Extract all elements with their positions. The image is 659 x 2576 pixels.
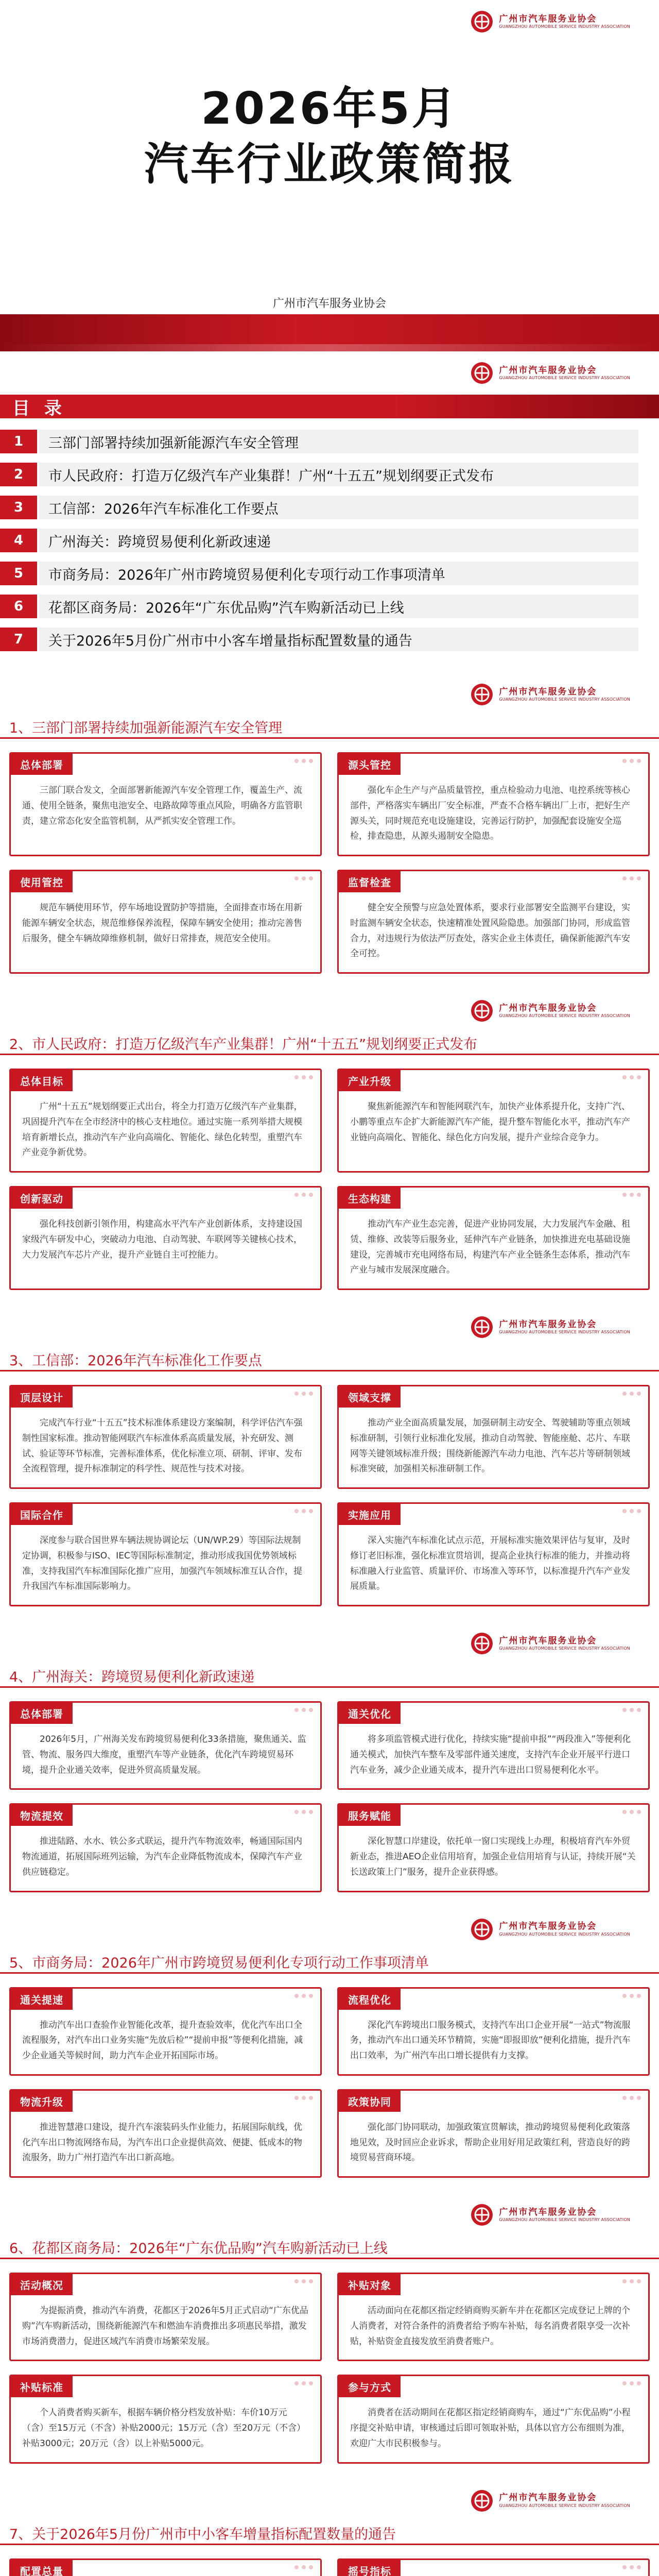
card-body: 将多项监管模式进行优化，持续实施“提前申报”“两段准入”等便利化通关模式，加快汽车整车及零部件通关速度，支持汽车企业开展平行进口汽车业务，减少企业通关成本，提升汽车进出口贸易便利化水平。 <box>350 1734 631 1775</box>
card-tag: 配置总量 <box>11 2560 73 2576</box>
card-body: 深化智慧口岸建设，依托单一窗口实现线上办理，积极培育汽车外贸新业态，推进AEO企业信用培育，加强企业信用培育与认证，持续开展“关长送政策上门”服务，提升企业获得感。 <box>350 1836 636 1877</box>
card-tag: 补贴标准 <box>11 2376 73 2397</box>
card-body: 深化汽车跨境出口服务模式，支持汽车出口企业开展“一站式”物流服务，推动汽车出口通关环节精简，实施“即报即放”便利化措施，提升汽车出口效率，为广州汽车出口增长提供有力支撑。 <box>350 2020 631 2061</box>
card-tag: 使用管控 <box>11 871 73 892</box>
brand-name-en: GUANGZHOU AUTOMOBILE SERVICE INDUSTRY ASSOCIATION <box>499 1330 630 1335</box>
card-dots-decoration <box>622 1392 641 1396</box>
toc-item-label: 广州海关：跨境贸易便利化新政速递 <box>37 529 638 552</box>
card-dots-decoration <box>622 1509 641 1513</box>
card-dots-decoration <box>294 2279 313 2283</box>
section-title: 5、市商务局：2026年广州市跨境贸易便利化专项行动工作事项清单 <box>0 1951 659 1974</box>
card-tag: 创新驱动 <box>11 1188 73 1209</box>
policy-card <box>9 1385 322 1489</box>
card-dots-decoration <box>622 1075 641 1079</box>
policy-card <box>9 1803 322 1892</box>
card-body: 强化车企生产与产品质量管控，重点检验动力电池、电控系统等核心部件，严格落实车辆出厂安全标准，严查不合格车辆出厂上市，把好生产源头关，同时规范充电设施建设，完善运行防护，加强配套设施安全巡检，排查隐患，从源头遏制安全隐患。 <box>350 785 630 842</box>
section-card-grid <box>0 2259 659 2479</box>
brand-logo <box>470 2489 630 2513</box>
toc-item[interactable] <box>0 496 638 519</box>
card-dots-decoration <box>294 759 313 763</box>
card-tag: 摇号指标 <box>339 2560 401 2576</box>
toc-item-label: 关于2026年5月份广州市中小客车增量指标配置数量的通告 <box>37 628 638 651</box>
card-dots-decoration <box>294 2096 313 2100</box>
policy-card <box>9 1186 322 1290</box>
card-body: 2026年5月，广州海关发布跨境贸易便利化33条措施，聚焦通关、监管、物流、服务四大维度，重塑汽车等产业链条，优化汽车跨境贸易环境，提升企业通关效率，促进外贸高质量发展。 <box>22 1734 306 1775</box>
section-title: 4、广州海关：跨境贸易便利化新政速递 <box>0 1665 659 1688</box>
section-card-grid <box>0 1974 659 2194</box>
brand-name-cn: 广州市汽车服务业协会 <box>499 365 597 376</box>
card-body: 深度参与联合国世界车辆法规协调论坛（UN/WP.29）等国际法规制定协调，积极参与ISO、IEC等国际标准制定，推动形成我国优势领域标准，支持我国汽车标准国际化推广应用，加强汽车领域标准互认合作，提升我国汽车标准国际影响力。 <box>22 1535 302 1592</box>
policy-card <box>337 1069 650 1173</box>
card-dots-decoration <box>622 2096 641 2100</box>
card-dots-decoration <box>622 2565 641 2569</box>
brand-logo <box>470 1918 630 1941</box>
brand-name-en: GUANGZHOU AUTOMOBILE SERVICE INDUSTRY ASSOCIATION <box>499 1013 630 1019</box>
section-card-grid <box>0 2545 659 2576</box>
card-tag: 生态构建 <box>339 1188 401 1209</box>
card-tag: 活动概况 <box>11 2274 73 2295</box>
card-tag: 国际合作 <box>11 1504 73 1525</box>
policy-card <box>9 1987 322 2076</box>
toc-logo-row <box>0 351 659 395</box>
card-body: 健全安全预警与应急处置体系，要求行业部署安全监测平台建设，实时监测车辆安全状态，快速精准处置风险隐患。加强部门协同，形成监管合力，对违规行为依法严厉查处，落实企业主体责任，确保新能源汽车安全可控。 <box>350 903 630 959</box>
toc-item-number: 3 <box>0 496 37 519</box>
policy-card <box>9 2273 322 2361</box>
toc-item-label: 工信部：2026年汽车标准化工作要点 <box>37 496 638 519</box>
cover-title-line1: 2026年5月 <box>201 83 458 134</box>
card-body: 个人消费者购买新车，根据车辆价格分档发放补贴：车价10万元（含）至15万元（不含）补贴2000元；15万元（含）至20万元（不含）补贴3000元；20万元（含）以上补贴5000元。 <box>22 2408 306 2449</box>
card-body: 强化部门协同联动，加强政策宣贯解读，推动跨境贸易便利化政策落地见效，及时回应企业诉求，帮助企业用好用足政策红利，营造良好的跨境贸易营商环境。 <box>350 2122 630 2163</box>
section-card-grid <box>0 1688 659 1908</box>
policy-section <box>0 989 659 1306</box>
toc-header <box>0 351 659 418</box>
card-body: 活动面向在花都区指定经销商购买新车并在花都区完成登记上牌的个人消费者，对符合条件的消费者给予购车补贴，每名消费者限享受一次补贴，补贴资金直接发放至消费者账户。 <box>350 2306 630 2347</box>
brand-name-cn: 广州市汽车服务业协会 <box>499 686 597 697</box>
card-body: 推动汽车产业生态完善，促进产业协同发展，大力发展汽车金融、租赁、维修、改装等后服务业，延伸汽车产业链条，加快推进充电基础设施建设，完善城市充电网络布局，构建汽车产业全链条生态体系，推动汽车产业与城市发展深度融合。 <box>350 1219 630 1276</box>
brand-emblem-icon <box>470 361 494 385</box>
brand-logo <box>470 2203 630 2227</box>
toc-item-number: 7 <box>0 628 37 651</box>
card-dots-decoration <box>622 2381 641 2385</box>
brand-name-en: GUANGZHOU AUTOMOBILE SERVICE INDUSTRY ASSOCIATION <box>499 697 630 702</box>
policy-section <box>0 2479 659 2576</box>
card-body: 深入实施汽车标准化试点示范，开展标准实施效果评估与复审，及时修订老旧标准，强化标准宣贯培训，提高企业执行标准的能力，并推动将标准融入行业监管、质量评价、市场准入等环节，以标准提升汽车产业发展质量。 <box>350 1535 630 1592</box>
section-title: 3、工信部：2026年汽车标准化工作要点 <box>0 1349 659 1371</box>
card-dots-decoration <box>622 876 641 880</box>
brand-emblem-icon <box>470 1918 494 1941</box>
toc-item-number: 6 <box>0 595 37 618</box>
card-tag: 总体目标 <box>11 1070 73 1091</box>
card-dots-decoration <box>294 1075 313 1079</box>
section-title: 7、关于2026年5月份广州市中小客车增量指标配置数量的通告 <box>0 2522 659 2545</box>
brand-emblem-icon <box>470 999 494 1023</box>
card-body: 强化科技创新引领作用，构建高水平汽车产业创新体系，支持建设国家级汽车研发中心，突破动力电池、自动驾驶、车联网等关键核心技术，大力发展汽车芯片产业，提升产业链自主可控能力。 <box>22 1219 302 1260</box>
brand-logo <box>470 1315 630 1339</box>
toc-item-number: 5 <box>0 562 37 585</box>
policy-card <box>337 870 650 974</box>
brand-logo <box>470 1632 630 1655</box>
card-tag: 物流提效 <box>11 1805 73 1826</box>
section-logo-row <box>0 2193 659 2236</box>
section-logo-row <box>0 1306 659 1349</box>
card-body: 聚焦新能源汽车和智能网联汽车，加快产业体系提升化，支持广汽、小鹏等重点车企扩大新能源汽车产能，提升整车智能化水平，推动汽车产业链向高端化、智能化、绿色化方向发展，提升产业综合竞争力。 <box>350 1101 630 1143</box>
card-body: 广州“十五五”规划纲要正式出台，将全力打造万亿级汽车产业集群，巩固提升汽车在全市经济中的核心支柱地位。通过实施一系列举措大规模培育新增长点，推动汽车产业向高端化、智能化、绿色化转型，重塑汽车产业竞争新优势。 <box>22 1101 303 1158</box>
brand-name-en: GUANGZHOU AUTOMOBILE SERVICE INDUSTRY ASSOCIATION <box>499 2503 630 2508</box>
brand-name-en: GUANGZHOU AUTOMOBILE SERVICE INDUSTRY ASSOCIATION <box>499 1931 630 1937</box>
card-dots-decoration <box>622 1994 641 1998</box>
policy-card <box>9 1069 322 1173</box>
card-dots-decoration <box>622 1810 641 1814</box>
card-tag: 监督检查 <box>339 871 401 892</box>
toc-item[interactable] <box>0 595 638 618</box>
sections-container <box>0 673 659 2576</box>
policy-card <box>337 2089 650 2178</box>
policy-card <box>9 752 322 856</box>
card-tag: 总体部署 <box>11 1703 73 1724</box>
section-logo-row <box>0 2479 659 2522</box>
brand-name-cn: 广州市汽车服务业协会 <box>499 1635 597 1646</box>
toc-item-number: 1 <box>0 430 37 453</box>
policy-card <box>337 1701 650 1790</box>
card-tag: 服务赋能 <box>339 1805 401 1826</box>
policy-section <box>0 1306 659 1622</box>
toc-item-label: 市人民政府：打造万亿级汽车产业集群！广州“十五五”规划纲要正式发布 <box>37 463 638 486</box>
card-tag: 补贴对象 <box>339 2274 401 2295</box>
brand-name-cn: 广州市汽车服务业协会 <box>499 2207 597 2217</box>
policy-card <box>337 1987 650 2076</box>
brand-name-en: GUANGZHOU AUTOMOBILE SERVICE INDUSTRY ASSOCIATION <box>499 24 630 29</box>
brand-logo <box>470 999 630 1023</box>
card-dots-decoration <box>294 1509 313 1513</box>
card-body: 消费者在活动期间在花都区指定经销商购车，通过“广东优品购”小程序提交补贴申请，审核通过后即可领取补贴，具体以官方公布细则为准，欢迎广大市民积极参与。 <box>350 2408 631 2449</box>
card-tag: 总体部署 <box>11 754 73 775</box>
card-tag: 参与方式 <box>339 2376 401 2397</box>
section-logo-row <box>0 989 659 1032</box>
card-tag: 政策协同 <box>339 2091 401 2112</box>
toc-item[interactable] <box>0 430 638 453</box>
card-dots-decoration <box>294 1392 313 1396</box>
cover-org: 广州市汽车服务业协会 <box>272 297 386 310</box>
cover-red-strip <box>0 314 659 351</box>
card-body: 推动产业全面高质量发展，加强研制主动安全、驾驶辅助等重点领域标准研制，引领行业标准化发展，推动自动驾驶、智能座舱、芯片、车联网等关键领域标准升级；围绕新能源汽车动力电池、汽车芯片等研制领域标准突破，加强相关标准研制工作。 <box>350 1418 630 1475</box>
brand-name-en: GUANGZHOU AUTOMOBILE SERVICE INDUSTRY ASSOCIATION <box>499 2217 630 2223</box>
policy-card <box>337 2375 650 2463</box>
brand-name-cn: 广州市汽车服务业协会 <box>499 13 597 24</box>
card-body: 推动汽车出口查验作业智能化改革，提升查验效率，优化汽车出口全流程服务，对汽车出口业务实施“先放后检”“提前申报”等便利化措施，减少企业通关等候时间，助力汽车企业开拓国际市场。 <box>22 2020 303 2061</box>
section-card-grid <box>0 1371 659 1622</box>
policy-card <box>9 2558 322 2576</box>
policy-section <box>0 2193 659 2479</box>
brand-name-en: GUANGZHOU AUTOMOBILE SERVICE INDUSTRY ASSOCIATION <box>499 1646 630 1651</box>
card-dots-decoration <box>294 1708 313 1712</box>
card-dots-decoration <box>294 2565 313 2569</box>
policy-card <box>337 1385 650 1489</box>
policy-card <box>337 752 650 856</box>
brand-emblem-icon <box>470 2203 494 2227</box>
section-logo-row <box>0 1908 659 1951</box>
cover-title <box>0 81 659 192</box>
card-dots-decoration <box>294 2381 313 2385</box>
card-tag: 物流升级 <box>11 2091 73 2112</box>
toc-list <box>0 418 659 673</box>
brand-name-cn: 广州市汽车服务业协会 <box>499 1921 597 1932</box>
card-tag: 实施应用 <box>339 1504 401 1525</box>
toc-title: 目 录 <box>12 398 66 419</box>
toc-item-label: 三部门部署持续加强新能源汽车安全管理 <box>37 430 638 453</box>
brand-logo <box>470 10 630 33</box>
card-body: 推进智慧港口建设，提升汽车滚装码头作业能力，拓展国际航线，优化汽车出口物流网络布局，为汽车出口企业提供高效、便捷、低成本的物流服务，助力广州打造汽车出口新高地。 <box>22 2122 302 2163</box>
section-title: 6、花都区商务局：2026年“广东优品购”汽车购新活动已上线 <box>0 2236 659 2259</box>
policy-section <box>0 673 659 989</box>
policy-card <box>337 1502 650 1606</box>
policy-card <box>337 1186 650 1290</box>
brand-name-cn: 广州市汽车服务业协会 <box>499 1319 597 1330</box>
policy-card <box>9 2375 322 2463</box>
policy-card <box>9 2089 322 2178</box>
card-dots-decoration <box>622 759 641 763</box>
policy-card <box>9 1502 322 1606</box>
card-tag: 流程优化 <box>339 1989 401 2010</box>
toc-item[interactable] <box>0 529 638 552</box>
brand-emblem-icon <box>470 1632 494 1655</box>
policy-card <box>337 1803 650 1892</box>
toc-item[interactable] <box>0 562 638 585</box>
card-tag: 产业升级 <box>339 1070 401 1091</box>
brand-logo <box>470 361 630 385</box>
card-tag: 顶层设计 <box>11 1386 73 1408</box>
cover-title-line2: 汽车行业政策简报 <box>144 138 515 190</box>
brand-emblem-icon <box>470 1315 494 1339</box>
card-tag: 源头管控 <box>339 754 401 775</box>
card-dots-decoration <box>294 1193 313 1197</box>
cover <box>0 0 659 314</box>
header-logo-row <box>0 0 659 43</box>
policy-section <box>0 1622 659 1908</box>
card-body: 三部门联合发文，全面部署新能源汽车安全管理工作，覆盖生产、流通、使用全链条，聚焦电池安全、电路故障等重点风险，明确各方监管职责，建立常态化安全监管机制，从严抓实安全管理工作。 <box>22 785 302 826</box>
brand-name-cn: 广州市汽车服务业协会 <box>499 2493 597 2503</box>
brand-name-en: GUANGZHOU AUTOMOBILE SERVICE INDUSTRY ASSOCIATION <box>499 376 630 381</box>
card-dots-decoration <box>622 1193 641 1197</box>
card-body: 为提振消费，推动汽车消费，花都区于2026年5月正式启动“广东优品购”汽车购新活动，围绕新能源汽车和燃油车消费推出多项惠民举措，激发市场消费潜力，促进区域汽车消费市场繁荣发展。 <box>22 2306 308 2347</box>
card-body: 完成汽车行业“十五五”技术标准体系建设方案编制，科学评估汽车强制性国家标准。推动智能网联汽车标准体系高质量发展，补充研发、测试、验证等环节标准，完善标准体系，优化标准立项、研制、评审、发布全流程管理，提升标准制定的科学性、规范性与技术对接。 <box>22 1418 303 1475</box>
brand-emblem-icon <box>470 2489 494 2513</box>
toc-item[interactable] <box>0 628 638 651</box>
policy-card <box>9 870 322 974</box>
toc-item-number: 2 <box>0 463 37 486</box>
toc-item-label: 花都区商务局：2026年“广东优品购”汽车购新活动已上线 <box>37 595 638 618</box>
policy-section <box>0 1908 659 2194</box>
card-dots-decoration <box>294 1810 313 1814</box>
card-tag: 通关优化 <box>339 1703 401 1724</box>
brand-emblem-icon <box>470 683 494 706</box>
card-tag: 领域支撑 <box>339 1386 401 1408</box>
toc-item-label: 市商务局：2026年广州市跨境贸易便利化专项行动工作事项清单 <box>37 562 638 585</box>
toc-title-bar <box>0 395 659 418</box>
strip-highlight <box>0 344 659 351</box>
section-title: 2、市人民政府：打造万亿级汽车产业集群！广州“十五五”规划纲要正式发布 <box>0 1032 659 1055</box>
card-dots-decoration <box>622 1708 641 1712</box>
section-card-grid <box>0 1055 659 1306</box>
card-body: 推进陆路、水水、铁公多式联运，提升汽车物流效率，畅通国际国内物流通道，拓展国际班列运输，为汽车企业降低物流成本，保障汽车产业供应链稳定。 <box>22 1836 302 1877</box>
brand-name-cn: 广州市汽车服务业协会 <box>499 1003 597 1013</box>
section-title: 1、三部门部署持续加强新能源汽车安全管理 <box>0 716 659 739</box>
brand-logo <box>470 683 630 706</box>
card-dots-decoration <box>622 2279 641 2283</box>
brand-emblem-icon <box>470 10 494 33</box>
policy-card <box>9 1701 322 1790</box>
toc-item-number: 4 <box>0 529 37 552</box>
card-body: 规范车辆使用环节，停车场地设置防护等措施，全面排查市场在用新能源车辆安全状态，规范维修保养流程，保障车辆安全使用；推动完善售后服务，健全车辆故障维修机制，做好日常排查，规范安全使用。 <box>22 903 302 944</box>
policy-card <box>337 2273 650 2361</box>
section-logo-row <box>0 1622 659 1665</box>
toc-item[interactable] <box>0 463 638 486</box>
card-tag: 通关提速 <box>11 1989 73 2010</box>
policy-card <box>337 2558 650 2576</box>
card-dots-decoration <box>294 1994 313 1998</box>
section-logo-row <box>0 673 659 716</box>
card-dots-decoration <box>294 876 313 880</box>
section-card-grid <box>0 739 659 989</box>
